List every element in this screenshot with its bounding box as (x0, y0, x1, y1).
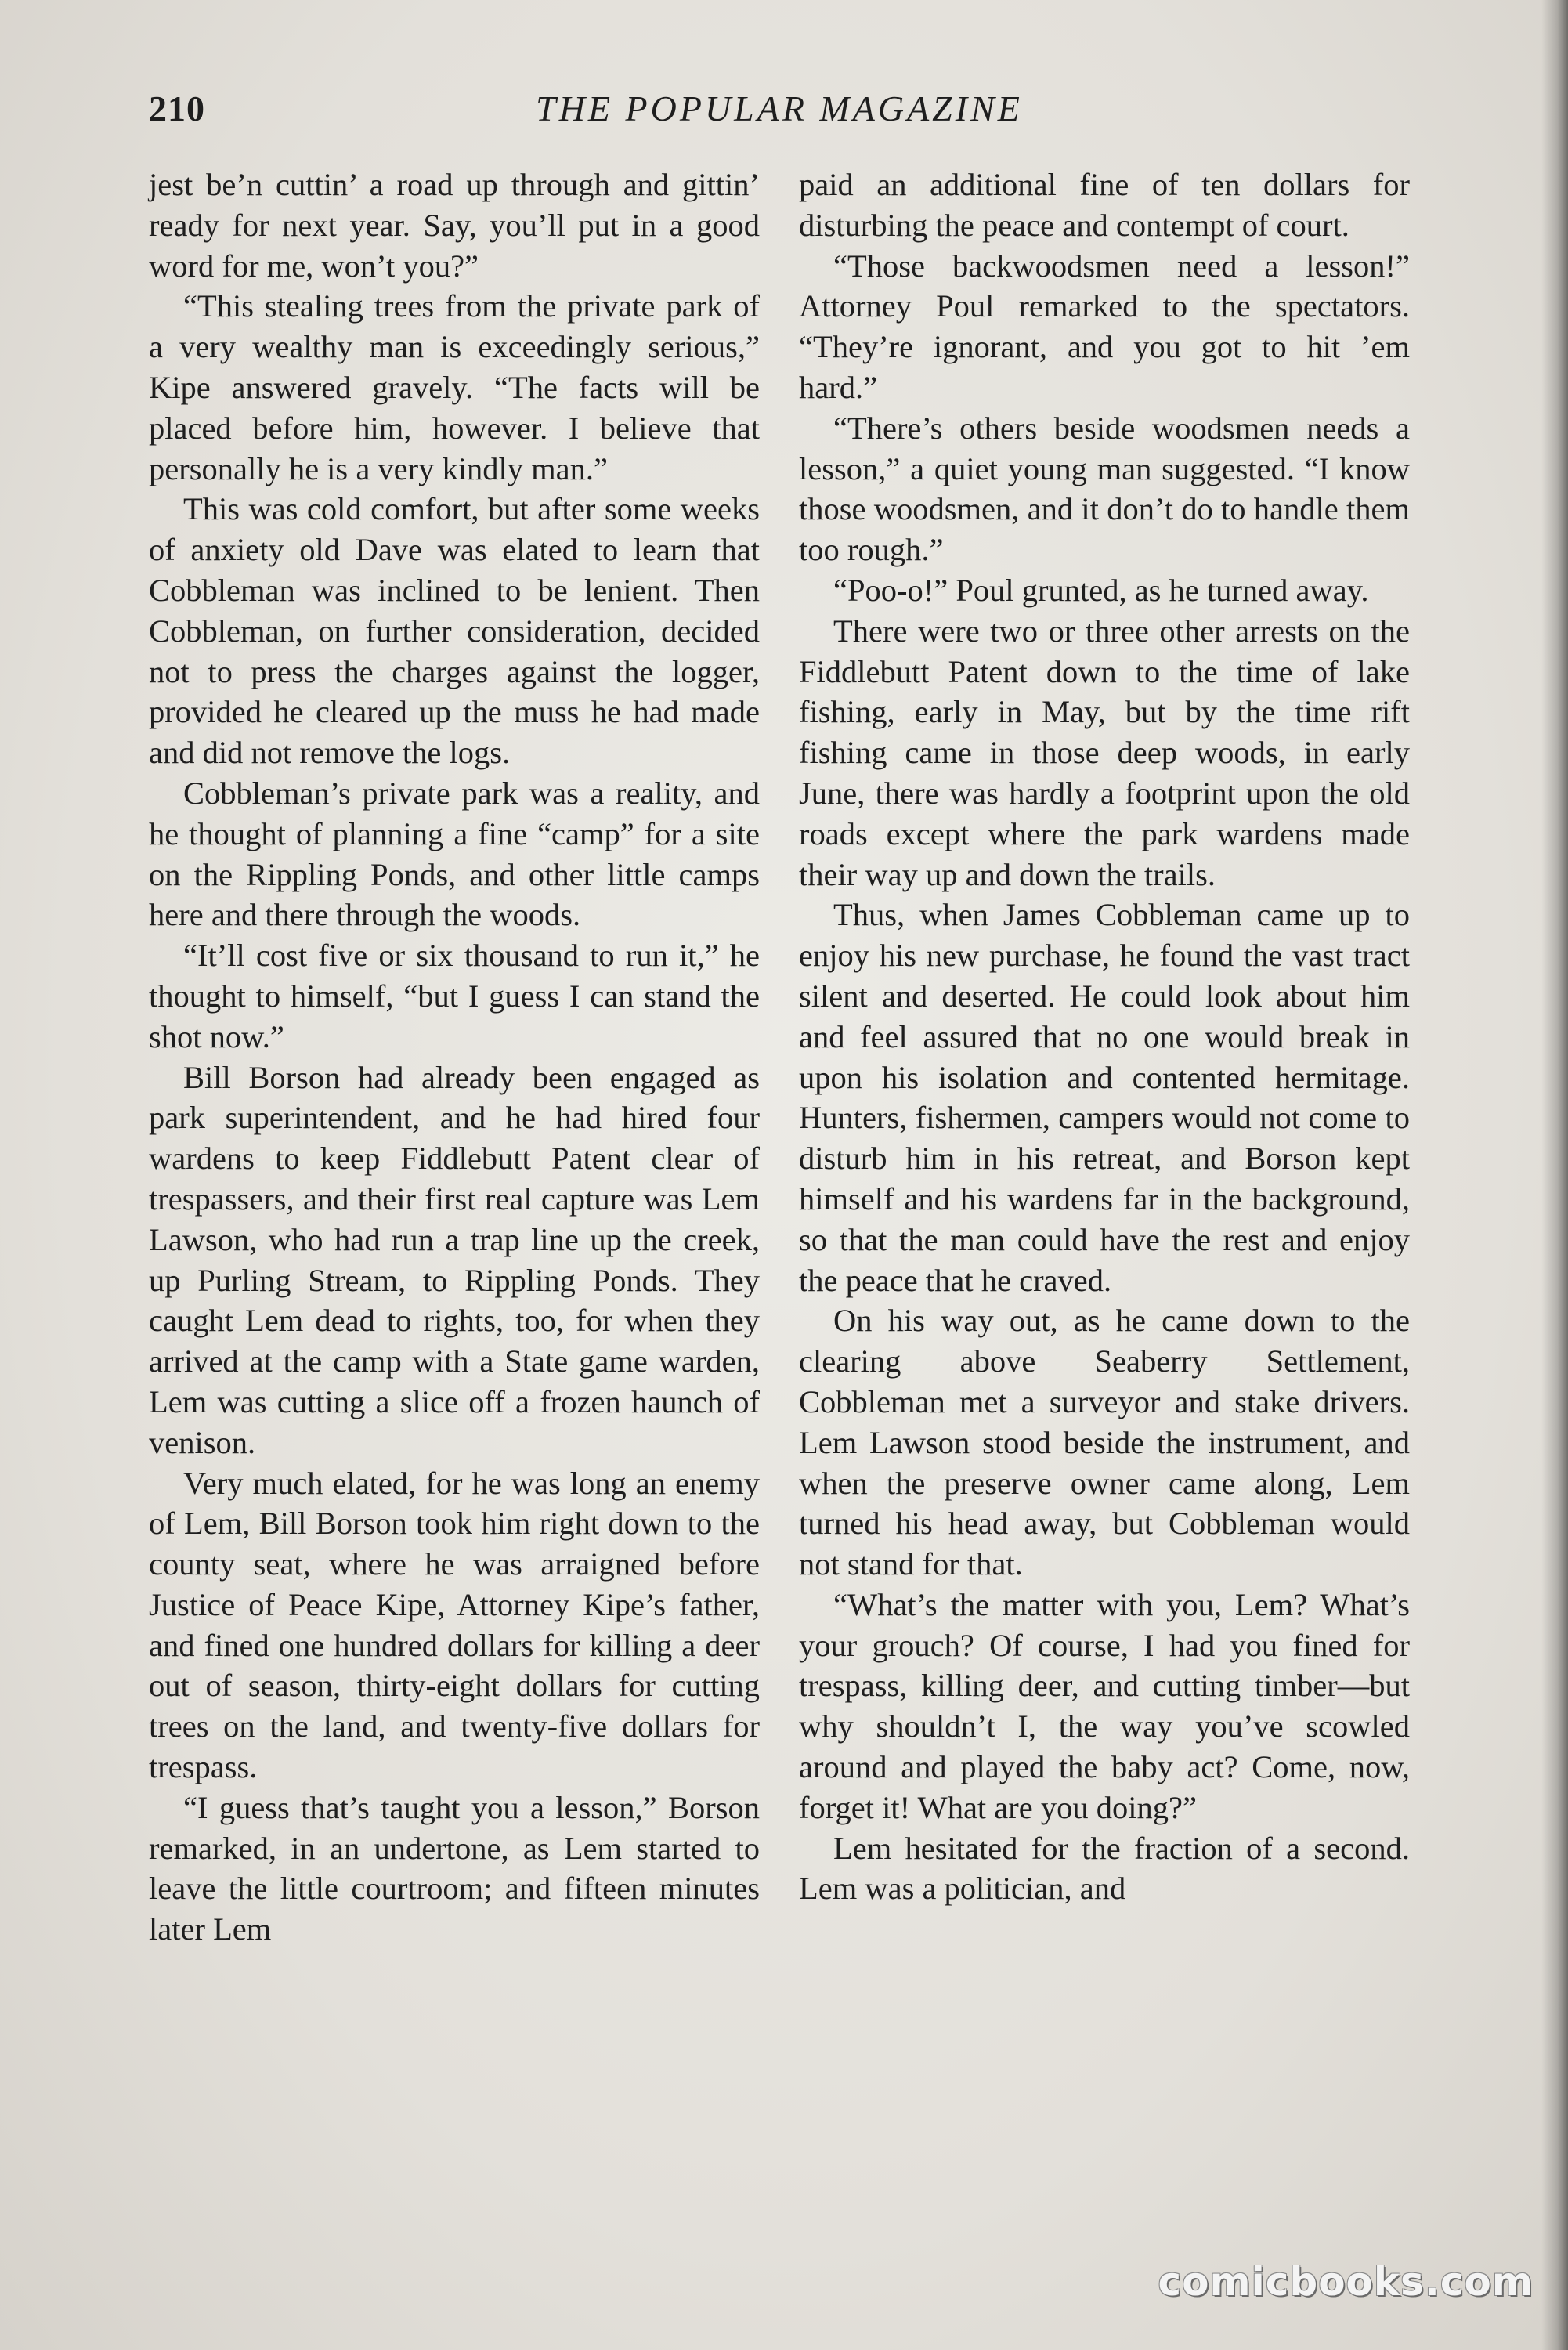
right-column (799, 164, 1410, 2186)
page-header (149, 88, 1410, 143)
watermark: comicbooks.com (1158, 2259, 1534, 2305)
paragraph: Very much elated, for he was long an enemy of Lem, Bill Borson took him right down to the county seat, where he was arraigned before Justice of Peace Kipe, Attorney Kipe’s father, and fined one hundred dollars for killing a deer out of season, thirty-eight dollars for cutting trees on the land, and twenty-five dollars for trespass. (149, 1465, 760, 1785)
paragraph: “Those backwoodsmen need a lesson!” Attorney Poul remarked to the spectators. “They’re ignorant, and you got to hit ’em hard.” (799, 248, 1410, 405)
paragraph: “Poo-o!” Poul grunted, as he turned away. (833, 572, 1369, 608)
paragraph: “This stealing trees from the private park of a very wealthy man is exceedingly serious,” Kipe answered gravely. “The facts will be placed before him, however. I believe that personally he is a very kindly man.” (149, 288, 760, 486)
page-edge-shadow (1541, 0, 1568, 2350)
paragraph: On his way out, as he came down to the clearing above Seaberry Settlement, Cobbleman met a surveyor and stake drivers. Lem Lawson stood beside the instrument, and when the preserve owner came along, Lem turned his head away, but Cobbleman would not stand for that. (799, 1303, 1410, 1582)
paragraph: paid an additional fine of ten dollars for disturbing the peace and contempt of court. (799, 167, 1410, 243)
paragraph: This was cold comfort, but after some weeks of anxiety old Dave was elated to learn that Cobbleman was inclined to be lenient. Then Cobbleman, on further consideration, decided not to press the charges against the logger, provided he cleared up the muss he had made and did not remove the logs. (149, 491, 760, 771)
paragraph: Lem hesitated for the fraction of a second. Lem was a politician, and (799, 1830, 1410, 1907)
paragraph: “It’ll cost five or six thousand to run it,” he thought to himself, “but I guess I can stand the shot now.” (149, 938, 760, 1054)
paragraph: “There’s others beside woodsmen needs a lesson,” a quiet young man suggested. “I know those woodsmen, and it don’t do to handle them too rough.” (799, 410, 1410, 568)
running-title: THE POPULAR MAGAZINE (536, 89, 1023, 128)
paragraph: Cobbleman’s private park was a reality, and he thought of planning a fine “camp” for a site on the Rippling Ponds, and other little camps here and there through the woods. (149, 775, 760, 933)
paragraph: jest be’n cuttin’ a road up through and gittin’ ready for next year. Say, you’ll put in a good word for me, won’t you?” (149, 167, 760, 284)
paragraph: “I guess that’s taught you a lesson,” Borson remarked, in an undertone, as Lem started to leave the little courtroom; and fifteen minutes later Lem (149, 1789, 760, 1947)
paragraph: “What’s the matter with you, Lem? What’s your grouch? Of course, I had you fined for trespass, killing deer, and cutting timber—but why shouldn’t I, the way you’ve scowled around and played the baby act? Come, now, forget it! What are you doing?” (799, 1586, 1410, 1825)
paragraph: Thus, when James Cobbleman came up to enjoy his new purchase, he found the vast tract silent and deserted. He could look about him and feel assured that no one would break in upon his isolation and contented hermitage. Hunters, fishermen, campers would not come to disturb him in his retreat, and Borson kept himself and his wardens far in the background, so that the man could have the rest and enjoy the peace that he craved. (799, 897, 1410, 1298)
paragraph: Bill Borson had already been engaged as park superintendent, and he had hired four wardens to keep Fiddlebutt Patent clear of trespassers, and their first real capture was Lem Lawson, who had run a trap line up the creek, up Purling Stream, to Rippling Ponds. They caught Lem dead to rights, too, for when they arrived at the camp with a State game warden, Lem was cutting a slice off a frozen haunch of venison. (149, 1059, 760, 1460)
page-number: 210 (149, 89, 205, 128)
left-column (149, 164, 760, 2186)
paragraph: There were two or three other arrests on the Fiddlebutt Patent down to the time of lake fishing, early in May, but by the time rift fishing came in those deep woods, in early June, there was hardly a footprint upon the old roads except where the park wardens made their way up and down the trails. (799, 613, 1410, 892)
